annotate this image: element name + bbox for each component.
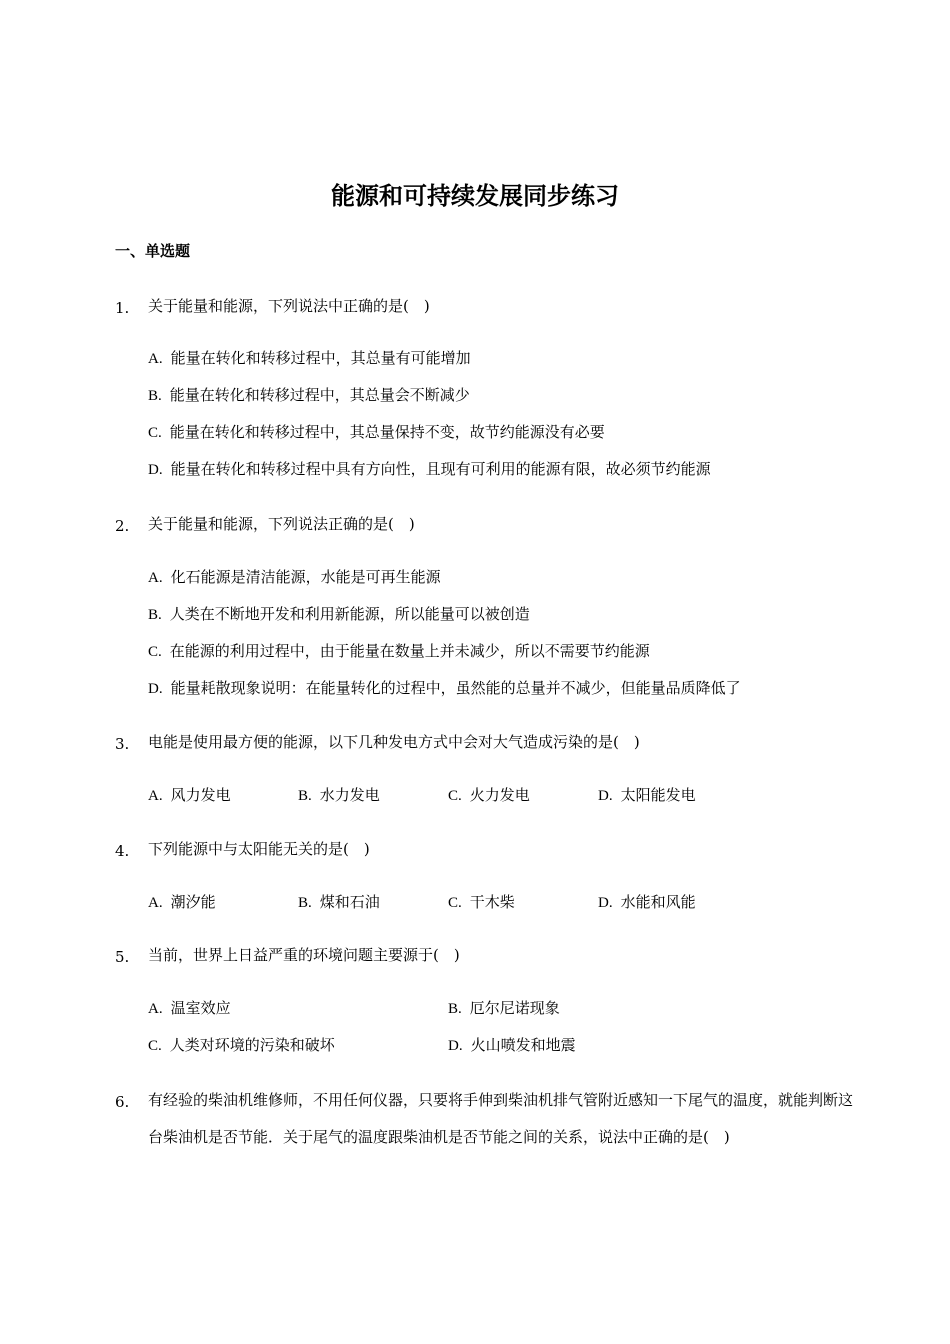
option-5c: C. 人类对环境的污染和破坏 [148,1036,335,1054]
option-1c: C. 能量在转化和转移过程中，其总量保持不变，故节约能源没有必要 [148,423,605,441]
option-4a: A. 潮汐能 [148,893,216,911]
question-text: 关于能量和能源，下列说法正确的是( ) [148,515,415,533]
question-number: 5. [115,948,130,966]
option-1b: B. 能量在转化和转移过程中，其总量会不断减少 [148,386,470,404]
option-3d: D. 太阳能发电 [598,786,696,804]
question-number: 6. [115,1093,130,1111]
option-4c: C. 干木柴 [448,893,515,911]
option-1a: A. 能量在转化和转移过程中，其总量有可能增加 [148,349,471,367]
option-2d: D. 能量耗散现象说明：在能量转化的过程中，虽然能的总量并不减少，但能量品质降低了 [148,679,741,697]
question-text: 关于能量和能源，下列说法中正确的是( ) [148,297,430,315]
option-5d: D. 火山喷发和地震 [448,1036,576,1054]
question-text: 当前，世界上日益严重的环境问题主要源于( ) [148,946,460,964]
option-5a: A. 温室效应 [148,999,231,1017]
question-text: 下列能源中与太阳能无关的是( ) [148,840,370,858]
option-4b: B. 煤和石油 [298,893,380,911]
question-number: 4. [115,842,130,860]
option-3a: A. 风力发电 [148,786,231,804]
question-number: 2. [115,517,130,535]
option-2b: B. 人类在不断地开发和利用新能源，所以能量可以被创造 [148,605,530,623]
question-text: 电能是使用最方便的能源，以下几种发电方式中会对大气造成污染的是( ) [148,733,640,751]
option-5b: B. 厄尔尼诺现象 [448,999,560,1017]
page-title: 能源和可持续发展同步练习 [331,182,619,210]
option-4d: D. 水能和风能 [598,893,696,911]
option-3c: C. 火力发电 [448,786,530,804]
option-2c: C. 在能源的利用过程中，由于能量在数量上并未减少，所以不需要节约能源 [148,642,650,660]
question-number: 3. [115,735,130,753]
question-number: 1. [115,299,130,317]
option-3b: B. 水力发电 [298,786,380,804]
option-1d: D. 能量在转化和转移过程中具有方向性，且现有可利用的能源有限，故必须节约能源 [148,460,711,478]
option-2a: A. 化石能源是清洁能源，水能是可再生能源 [148,568,441,586]
question-text: 有经验的柴油机维修师，不用任何仪器，只要将手伸到柴油机排气管附近感知一下尾气的温度，就能判断这台柴油机是否节能．关于尾气的温度跟柴油机是否节能之间的关系，说法中正确的是( ) [148,1091,854,1146]
section-heading: 一、单选题 [115,242,191,260]
